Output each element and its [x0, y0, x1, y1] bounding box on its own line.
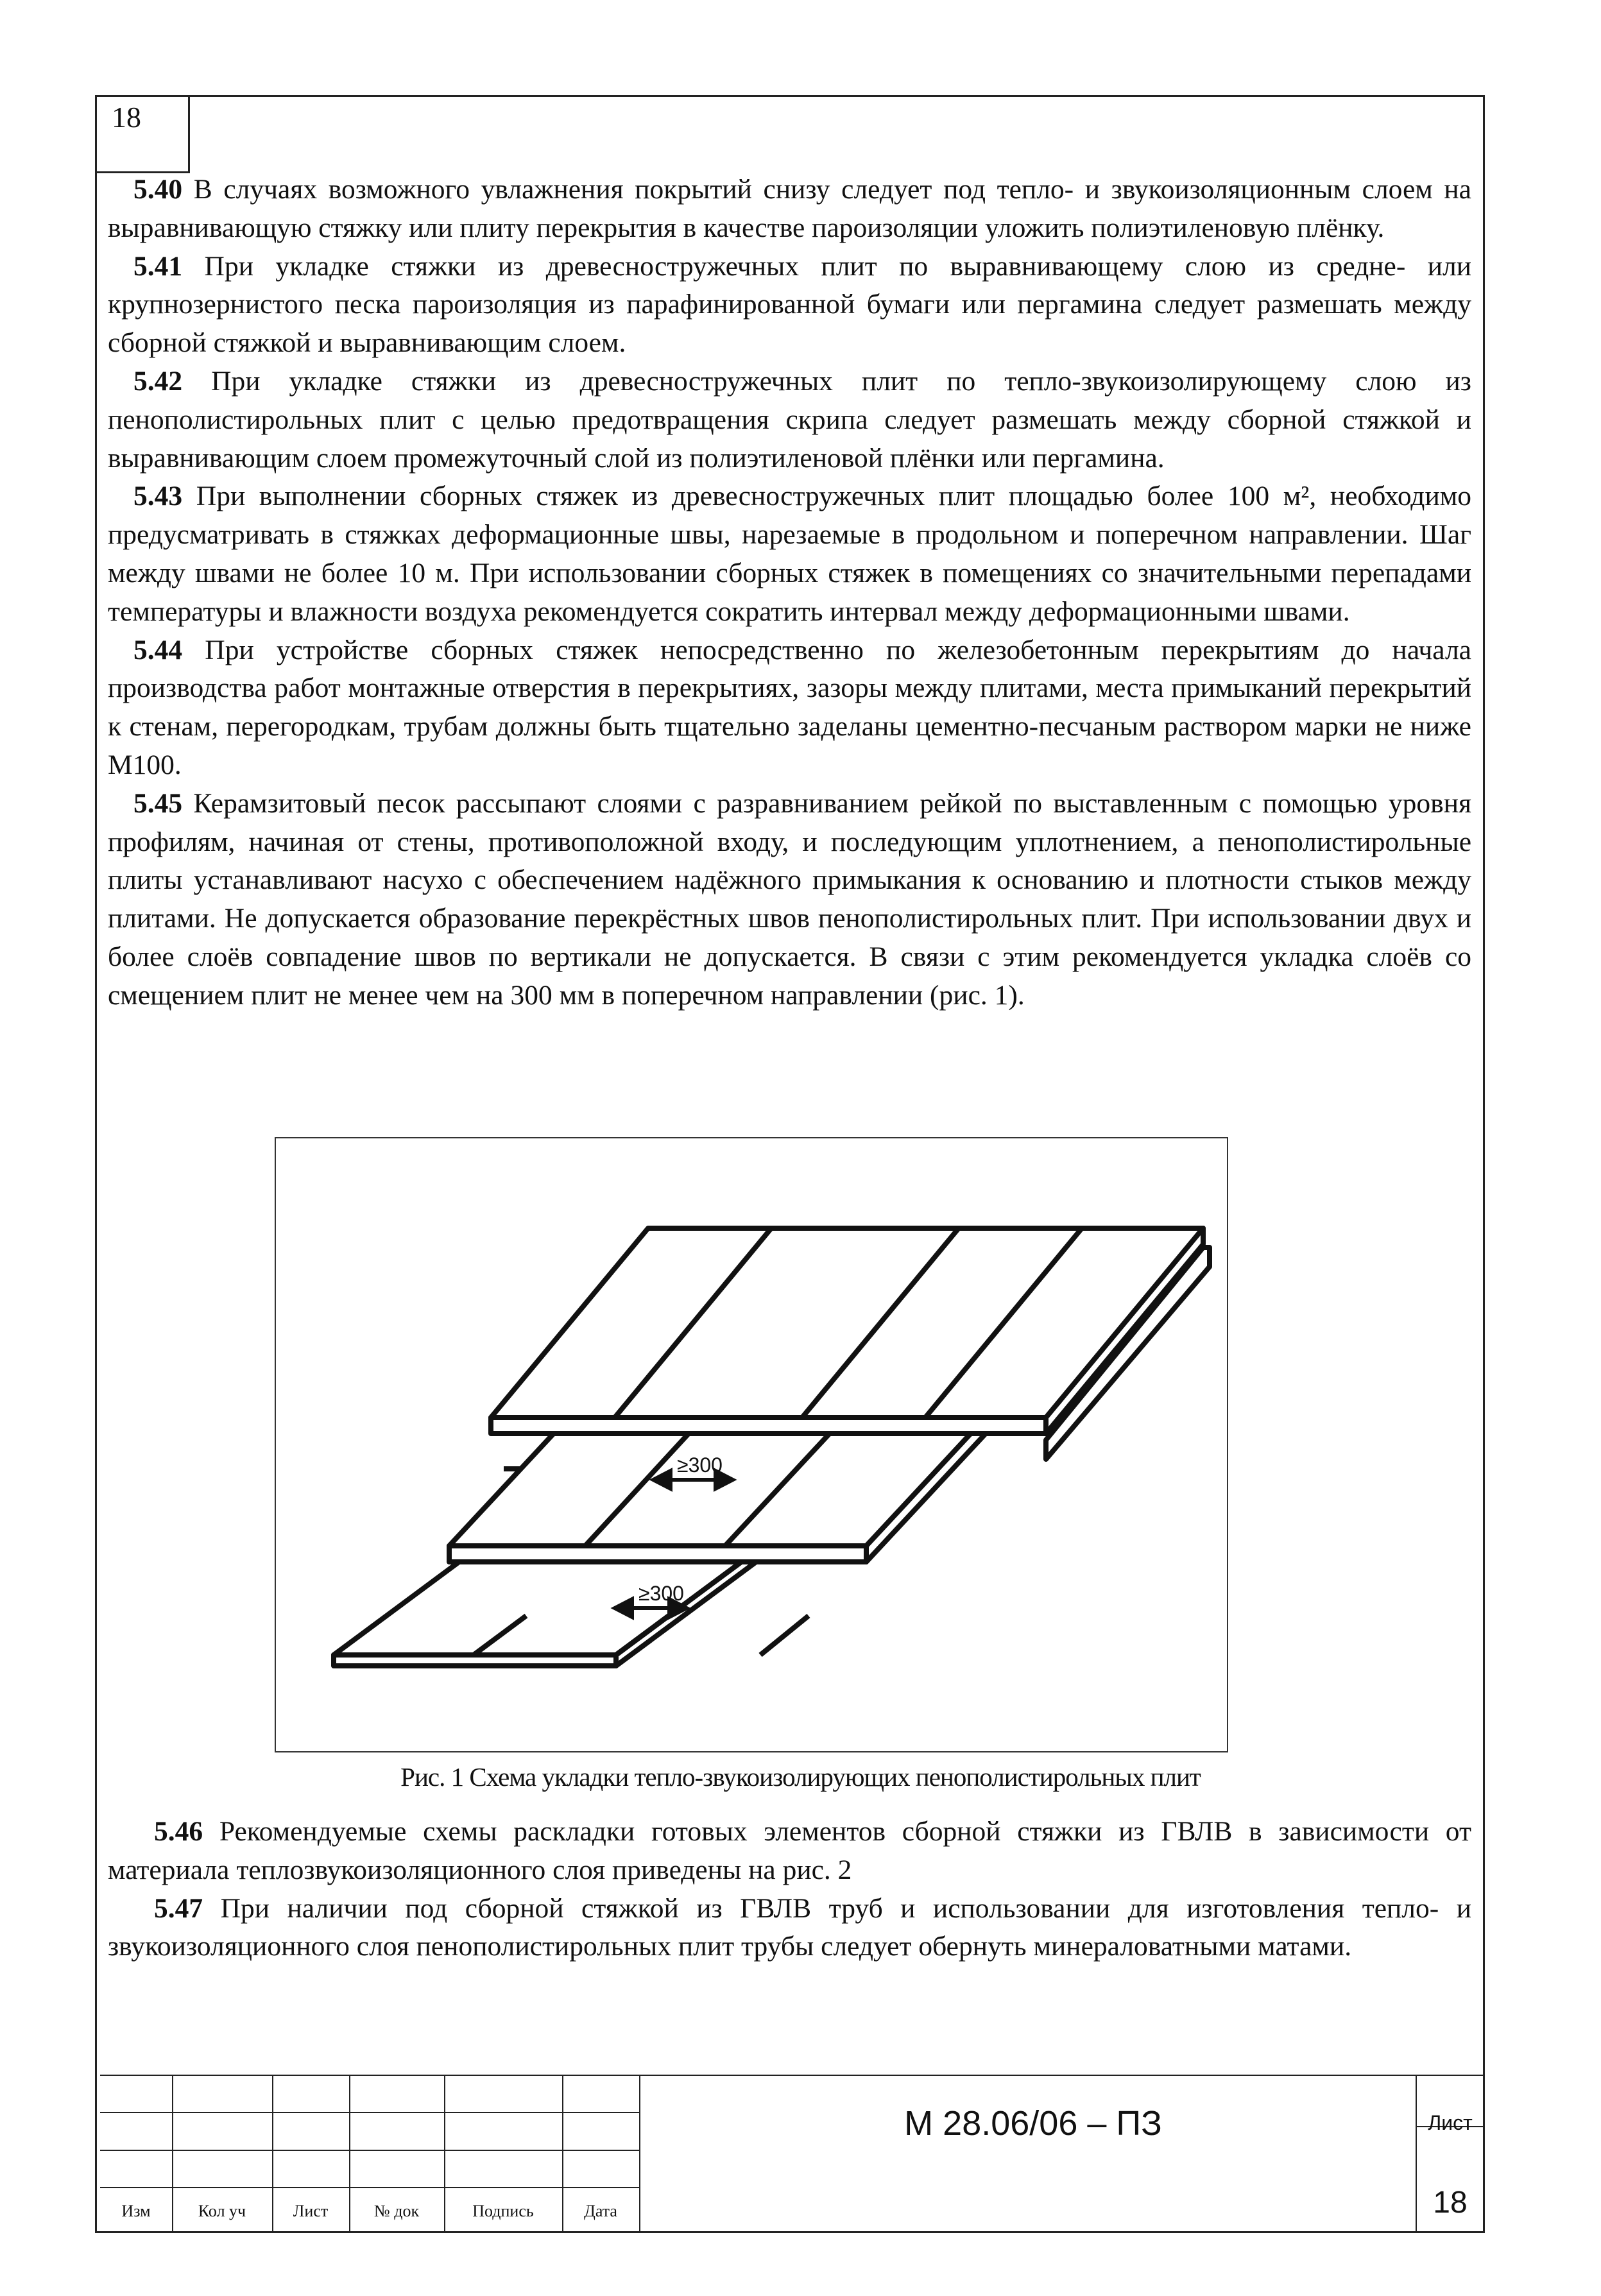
clause-text: При наличии под сборной стяжкой из ГВЛВ труб и использовании для изготовления тепло- и звукоизоляционного слоя пенополистирольных плит трубы следует обернуть минераловатными матами. [108, 1892, 1471, 1962]
stamp-line [639, 2075, 640, 2233]
figure-caption: Рис. 1 Схема укладки тепло-звукоизолирующих пенополистирольных плит [400, 1762, 1201, 1792]
stamp-col-signature: Подпись [472, 2202, 534, 2220]
lower-dimension-label: ≥300 [638, 1582, 684, 1605]
stamp-line [100, 2187, 639, 2188]
bottom-layer-seam [760, 1616, 809, 1655]
top-layer-slab-front-edge [491, 1418, 1046, 1434]
paragraph-5-41 [108, 248, 1471, 363]
clause-number: 5.41 [133, 250, 183, 282]
sheet-label: Лист [1428, 2111, 1473, 2134]
clause-text: В случаях возможного увлажнения покрытий снизу следует под тепло- и звукоизоляционным слоем на выравнивающую стяжку или плиту перекрытия в качестве пароизоляции уложить полиэтиленовую плёнку. [108, 174, 1471, 243]
upper-dimension-label: ≥300 [677, 1453, 723, 1477]
paragraph-5-42 [108, 363, 1471, 477]
clause-text: При устройстве сборных стяжек непосредственно по железобетонным перекрытиям до начала производства работ монтажные отверстия в перекрытиях, зазоры между плитами, места примыканий перекрытий к стенам, перегородкам, трубам должны быть тщательно заделаны цементно-песчаным раствором марки не ниже М100. [108, 634, 1471, 780]
figure-1 [275, 1137, 1228, 1752]
slab-layout-drawing [276, 1138, 1229, 1754]
clause-number: 5.44 [133, 634, 183, 665]
stamp-line [100, 2112, 639, 2113]
clause-number: 5.43 [133, 481, 183, 512]
stamp-col-doc-no: № док [373, 2202, 420, 2220]
page-number: 18 [95, 95, 190, 173]
stamp-col-izm: Изм [121, 2202, 151, 2220]
clause-text: При выполнении сборных стяжек из древесностружечных плит площадью более 100 м², необходимо предусматривать в стяжках деформационные швы, нарезаемые в продольном и поперечном направлении. Шаг между швами не более 10 м. При использовании сборных стяжек в помещениях со значительными перепадами температуры и влажности воздуха рекомендуется сократить интервал между деформационными швами. [108, 481, 1471, 627]
paragraph-5-44 [108, 631, 1471, 785]
paragraph-5-47 [108, 1890, 1471, 1967]
clause-number: 5.45 [133, 787, 183, 819]
clause-number: 5.42 [133, 365, 183, 397]
paragraph-5-40 [108, 171, 1471, 248]
stamp-line [100, 2075, 1485, 2076]
clause-number: 5.47 [154, 1892, 203, 1924]
body-text-after-figure [108, 1813, 1471, 1966]
clause-text: При укладке стяжки из древесностружечных плит по выравнивающему слою из средне- или крупнозернистого песка пароизоляция из парафинированной бумаги или пергамина следует размешать между сборной стяжкой и выравнивающим слоем. [108, 250, 1471, 359]
paragraph-5-43 [108, 477, 1471, 631]
body-text [108, 171, 1471, 1015]
clause-text: При укладке стяжки из древесностружечных плит по тепло-звукоизолирующему слою из пенополистирольных плит с целью предотвращения скрипа следует размешать между сборной стяжкой и выравнивающим слоем промежуточный слой из полиэтиленовой плёнки или пергамина. [108, 365, 1471, 474]
document-code: М 28.06/06 – ПЗ [904, 2104, 1162, 2143]
paragraph-5-46 [108, 1813, 1471, 1890]
stamp-col-list: Лист [293, 2202, 329, 2220]
middle-layer-slab-front-edge [449, 1546, 866, 1562]
clause-number: 5.40 [133, 174, 183, 205]
paragraph-5-45 [108, 785, 1471, 1015]
stamp-col-date: Дата [584, 2202, 617, 2220]
stamp-col-kol-uch: Кол уч [198, 2202, 246, 2220]
sheet-number: 18 [1433, 2186, 1468, 2220]
stamp-line [100, 2150, 639, 2151]
clause-text: Керамзитовый песок рассыпают слоями с разравниванием рейкой по выставленным с помощью уровня профилям, начиная от стены, противоположной входу, и последующим уплотнением, а пенополистирольные плиты устанавливают насухо с обеспечением надёжного примыкания к основанию и плотности стыков между плитами. Не допускается образование перекрёстных швов пенополистирольных плит. При использовании двух и более слоёв совпадение швов по вертикали не допускается. В связи с этим рекомендуется укладка слоёв со смещением плит не менее чем на 300 мм в поперечном направлении (рис. 1). [108, 787, 1471, 1011]
clause-text: Рекомендуемые схемы раскладки готовых элементов сборной стяжки из ГВЛВ в зависимости от материала теплозвукоизоляционного слоя приведены на рис. 2 [108, 1816, 1471, 1885]
title-block [100, 2075, 1485, 2233]
clause-number: 5.46 [154, 1816, 203, 1847]
